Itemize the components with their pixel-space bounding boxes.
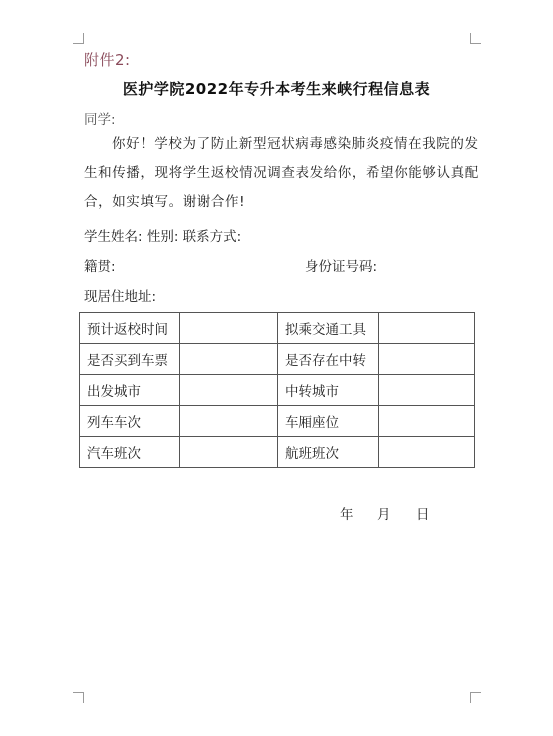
date-day-label: 日: [416, 507, 430, 523]
row-value-cell[interactable]: [179, 313, 277, 344]
body-paragraph: 你好！学校为了防止新型冠状病毒感染肺炎疫情在我院的发生和传播，现将学生返校情况调查表发给你，希望你能够认真配合，如实填写。谢谢合作!: [84, 136, 479, 210]
page-corner-mark: [73, 692, 84, 703]
row-label: 车厢座位: [277, 406, 378, 437]
row-label: 出发城市: [80, 375, 180, 406]
row-label: 预计返校时间: [80, 313, 180, 344]
row-value-cell[interactable]: [378, 344, 474, 375]
row-label: 是否买到车票: [80, 344, 180, 375]
table-row: [80, 313, 475, 344]
table-row: [80, 406, 475, 437]
row-value-cell[interactable]: [179, 375, 277, 406]
page-corner-mark: [470, 33, 481, 44]
field-address: 现居住地址:: [84, 289, 157, 305]
greeting: 同学:: [84, 112, 116, 128]
row-label: 航班班次: [277, 437, 378, 468]
travel-info-table: [79, 312, 475, 468]
field-native-place: 籍贯:: [84, 259, 116, 275]
row-value-cell[interactable]: [378, 406, 474, 437]
row-label: 列车车次: [80, 406, 180, 437]
row-value-cell[interactable]: [378, 375, 474, 406]
row-value-cell[interactable]: [179, 344, 277, 375]
document-title: 医护学院2022年专升本考生来峡行程信息表: [122, 80, 431, 98]
row-label: 拟乘交通工具: [277, 313, 378, 344]
attachment-label: 附件2:: [84, 51, 131, 69]
field-id-number: 身份证号码:: [305, 259, 378, 275]
row-label: 中转城市: [277, 375, 378, 406]
table-row: [80, 375, 475, 406]
date-month-label: 月: [377, 507, 391, 523]
table-row: [80, 344, 475, 375]
row-label: 是否存在中转: [277, 344, 378, 375]
field-name-gender-contact: 学生姓名: 性别: 联系方式:: [84, 229, 242, 245]
row-value-cell[interactable]: [378, 313, 474, 344]
page-corner-mark: [73, 33, 84, 44]
date-year-label: 年: [340, 507, 354, 523]
row-value-cell[interactable]: [179, 406, 277, 437]
row-value-cell[interactable]: [179, 437, 277, 468]
page-corner-mark: [470, 692, 481, 703]
row-value-cell[interactable]: [378, 437, 474, 468]
row-label: 汽车班次: [80, 437, 180, 468]
table-row: [80, 437, 475, 468]
